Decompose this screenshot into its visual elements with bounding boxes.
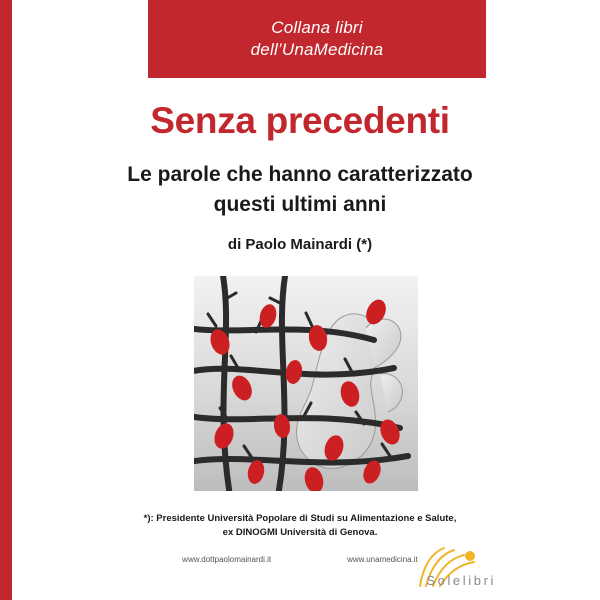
footnote-line-1: *): Presidente Università Popolare di Studi su Alimentazione e Salute,: [143, 513, 457, 524]
page-subtitle: [0, 160, 600, 220]
web-links: [0, 555, 600, 564]
publisher-name: Solelibri: [426, 573, 496, 588]
series-banner: [148, 0, 486, 78]
footnote-line-2: ex DINOGMI Università di Genova.: [222, 526, 378, 538]
page-subtitle-line-1: Le parole che hanno caratterizzato: [127, 163, 473, 186]
page-title: Senza precedenti: [150, 100, 450, 141]
spine-band: [0, 0, 12, 600]
page-subtitle-line-2: questi ultimi anni: [213, 192, 387, 216]
series-banner-line-1: Collana libri: [271, 18, 363, 38]
author-line: di Paolo Mainardi (*): [227, 236, 373, 253]
website-link-author[interactable]: www.dottpaolomainardi.it: [182, 555, 272, 564]
cover-photo: [194, 276, 418, 491]
series-banner-line-2: dell’UnaMedicina: [250, 40, 384, 59]
website-link-unamedicina[interactable]: www.unamedicina.it: [347, 555, 418, 564]
footnote: [0, 512, 600, 540]
